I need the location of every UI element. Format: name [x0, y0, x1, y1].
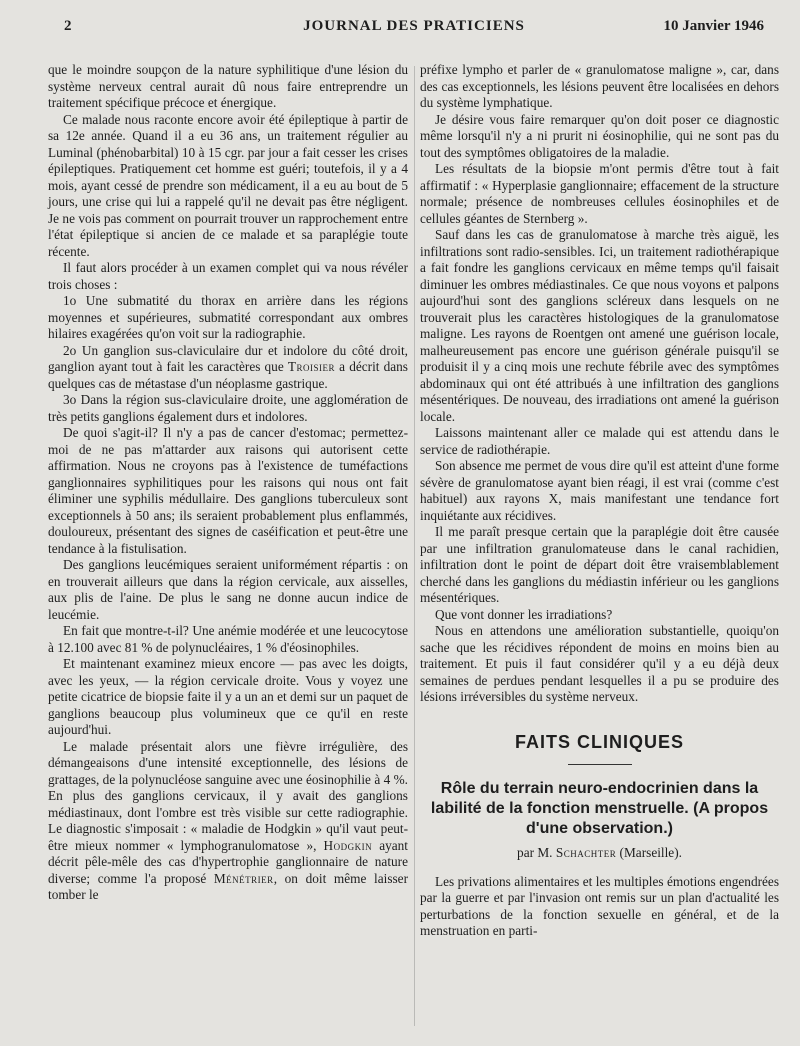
paragraph: Il faut alors procéder à un examen complet qui va nous révéler trois choses :: [48, 260, 408, 292]
paragraph: Les privations alimentaires et les multiples émotions engendrées par la guerre et par l'invasion ont remis sur un plan d'actualité les perturbations de la fonction sexuelle en général, et de la menstruation en parti-: [420, 873, 779, 938]
paragraph: En fait que montre-t-il? Une anémie modérée et une leucocytose à 12.100 avec 81 % de polynucléaires, 1 % d'éosinophiles.: [48, 623, 408, 655]
byline-suffix: (Marseille).: [616, 845, 682, 860]
paragraph: Nous en attendons une amélioration substantielle, quoiqu'on sache que les récidives répondent de moins en moins bien au traitement. Et puis il faut considérer qu'il y a eu déjà deux semaines de perdues pendant lesquelles il a pu se produire des lésions irréversibles du système nerveux.: [420, 623, 779, 704]
paragraph-text: ayant décrit pêle-mêle des cas d'hypertrophie ganglionnaire de nature diverse; comme l'a proposé: [48, 837, 409, 886]
paragraph: Et maintenant examinez mieux encore — pas avec les doigts, avec les yeux, — la région cervicale droite. Vous y voyez une petite cicatrice de biopsie faite il y a un an et demi sur un paquet de ganglions beaucoup plus volumineux que ce qu'il en reste aujourd'hui.: [48, 656, 408, 737]
paragraph: Laissons maintenant aller ce malade qui est attendu dans le service de radiothérapie.: [420, 425, 779, 457]
paragraph: Les résultats de la biopsie m'ont permis d'être tout à fait affirmatif : « Hyperplasie ganglionnaire; effacement de la structure normale; présence de nombreuses cellules éosinophiles et de cellules géantes de Sternberg ».: [420, 161, 779, 226]
paragraph: [48, 343, 408, 393]
author-name: Schachter: [555, 845, 617, 860]
paragraph: Sauf dans les cas de granulomatose à marche très aiguë, les infiltrations sont radio-sensibles. Ici, un traitement radiothérapique a fait fondre les ganglions cervicaux en même temps qu'il faisait diminuer les ombres médiastinales. Ce que nous voyons et palpons aujourd'hui sont des ganglions scléreux dans lesquels on ne trouverait plus les caractères histologiques de la granulomatose maligne. Les rayons de Roentgen ont amené une guérison locale, malheureusement pas encore une guérison générale puisqu'il se produisit il y a cinq mois une rechute fébrile avec des symptômes abdominaux qui ont été attribués à une infiltration des ganglions mésentériques. De nouveau, des irradiations ont amené la guérison locale.: [420, 227, 779, 424]
paragraph: Son absence me permet de vous dire qu'il est atteint d'une forme sévère de granulomatose ayant bien réagi, il est vrai (comme c'est habituel) aux rayons X, mais manifestant une tendance fort inquiétante aux récidives.: [420, 458, 779, 523]
author-name: Troisier: [287, 359, 336, 374]
article-byline: [420, 845, 779, 862]
paragraph: Je désire vous faire remarquer qu'on doit poser ce diagnostic même lorsqu'il n'y a ni prurit ni éosinophilie, qui ne sont pas du tout des symptômes obligatoires de la maladie.: [420, 111, 779, 160]
article-title: Rôle du terrain neuro-endocrinien dans la labilité de la fonction menstruelle. (A propos d'une observation.): [430, 780, 769, 837]
paragraph: que le moindre soupçon de la nature syphilitique d'une lésion du système nerveux central aurait dû nous faire entreprendre un traitement spécifique précoce et énergique.: [48, 62, 408, 110]
paragraph: 3o Dans la région sus-claviculaire droite, une agglomération de très petits ganglions également durs et indolores.: [48, 392, 408, 424]
paragraph: préfixe lympho et parler de « granulomatose maligne », car, dans des cas exceptionnels, les lésions peuvent être localisées en dehors du système lymphatique.: [420, 62, 779, 110]
paragraph: Des ganglions leucémiques seraient uniformément répartis : on en trouverait ailleurs que dans la région cervicale, aux aisselles, aux plis de l'aine. De plus le sang ne donne aucun indice de leucémie.: [48, 557, 408, 622]
paragraph: [48, 739, 408, 904]
right-column: [420, 62, 779, 940]
paragraph-text: 2o Un ganglion sus-claviculaire dur et indolore du côté droit, ganglion ayant tout à fait les caractères que: [48, 342, 408, 374]
left-column: [48, 62, 408, 904]
page-header: [64, 18, 764, 38]
byline-prefix: par M.: [517, 845, 556, 860]
paragraph: Il me paraît presque certain que la paraplégie doit être causée par une infiltration granulomateuse dans le canal rachidien, infiltration dont le point de départ doit être vraisemblablement cherché dans les ganglions du médiastin inférieur ou les ganglions mésentériques.: [420, 524, 779, 605]
paragraph: 1o Une submatité du thorax en arrière dans les régions moyennes et supérieures, submatité correspondant aux ombres hilaires exagérées qu'on voit sur la radiographie.: [48, 293, 408, 341]
page-number: 2: [64, 18, 72, 34]
paragraph: De quoi s'agit-il? Il n'y a pas de cancer d'estomac; permettez-moi de ne pas m'attarder aux raisons qui autorisent cette affirmation. Nous ne croyons pas à l'existence de tuméfactions ganglionnaires syphilitiques pour les raisons qui nous ont fait éliminer une syphilis médullaire. Des ganglions tuberculeux sont exceptionnels à 50 ans; ils seraient probablement plus enflammés, douloureux, présentant des signes de caséification et peut-être une tendance à la fistulisation.: [48, 425, 408, 556]
paragraph-text: Le malade présentait alors une fièvre irrégulière, des démangeaisons d'une intensité exceptionnelle, des lésions de grattages, de la polynucléose sanguine avec une éosinophilie à 4 %. En plus des ganglions cervicaux, il y avait des ganglions médiastinaux, dont l'ombre est très visible sur cette radiographie. Le diagnostic s'imposait : « maladie de Hodgkin » qu'il vaut peut-être mieux nommer « lymphogranulomatose »,: [48, 738, 408, 853]
paragraph-text: , on doit même laisser tomber le: [48, 870, 408, 902]
paragraph-text: a décrit dans quelques cas de métastase d'un néoplasme gastrique.: [48, 359, 408, 391]
issue-date: 10 Janvier 1946: [663, 18, 764, 34]
column-divider: [414, 66, 415, 1026]
paragraph: Que vont donner les irradiations?: [435, 606, 613, 622]
section-title: FAITS CLINIQUES: [514, 731, 684, 752]
author-name: Hodgkin: [323, 837, 373, 853]
paragraph: Ce malade nous raconte encore avoir été épileptique à partir de sa 12e année. Quand il a eu 36 ans, un traitement régulier au Luminal (phénobarbital) 10 à 15 cgr. par jour a fait cesser les crises épileptiques. Pratiquement cet homme est guéri; toutefois, il y a 4 mois, ayant cessé de prendre son médicament, il a eu au bout de 5 jours, une crise qui lui a rappelé qu'il ne devait pas être négligent. Je ne vois pas comment on pourrait trouver un rapprochement entre l'état épileptique si ancien de ce malade et sa paraplégie toute récente.: [48, 111, 408, 259]
section-divider: [568, 764, 632, 765]
journal-title: JOURNAL DES PRATICIENS: [303, 18, 525, 34]
author-name: Ménétrier: [213, 870, 274, 886]
